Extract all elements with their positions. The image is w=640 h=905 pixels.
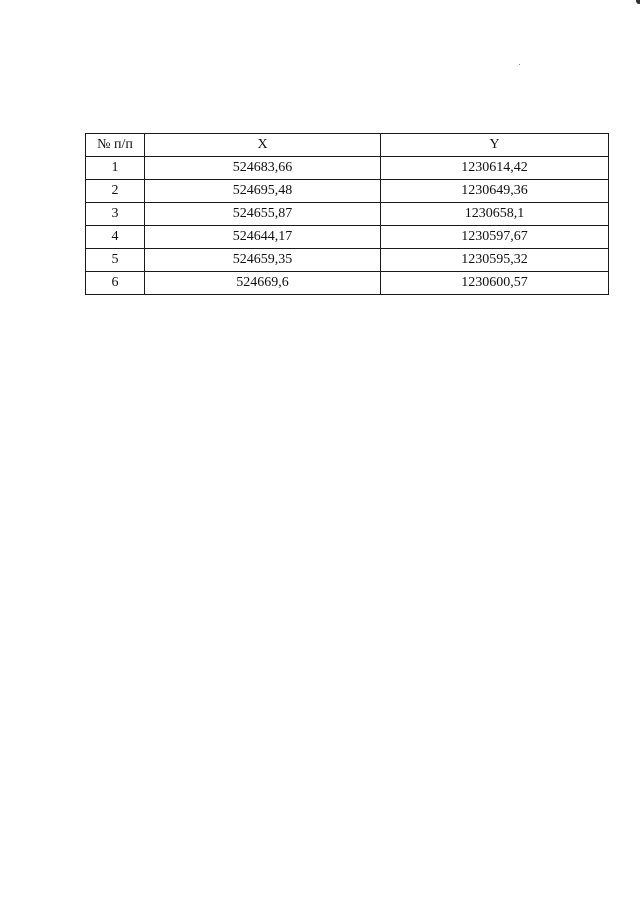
table-row bbox=[86, 272, 609, 295]
table-row bbox=[86, 249, 609, 272]
row-number: 4 bbox=[86, 226, 145, 249]
row-number: 2 bbox=[86, 180, 145, 203]
header-x: X bbox=[145, 134, 381, 157]
table-row bbox=[86, 203, 609, 226]
row-number: 6 bbox=[86, 272, 145, 295]
x-coordinate: 524655,87 bbox=[145, 203, 381, 226]
y-coordinate: 1230600,57 bbox=[381, 272, 609, 295]
table-row bbox=[86, 226, 609, 249]
table-row bbox=[86, 180, 609, 203]
x-coordinate: 524644,17 bbox=[145, 226, 381, 249]
x-coordinate: 524659,35 bbox=[145, 249, 381, 272]
row-number: 1 bbox=[86, 157, 145, 180]
y-coordinate: 1230658,1 bbox=[381, 203, 609, 226]
x-coordinate: 524669,6 bbox=[145, 272, 381, 295]
scan-speck bbox=[519, 64, 520, 65]
row-number: 3 bbox=[86, 203, 145, 226]
table-row bbox=[86, 157, 609, 180]
header-number: № п/п bbox=[86, 134, 145, 157]
y-coordinate: 1230649,36 bbox=[381, 180, 609, 203]
row-number: 5 bbox=[86, 249, 145, 272]
y-coordinate: 1230595,32 bbox=[381, 249, 609, 272]
x-coordinate: 524683,66 bbox=[145, 157, 381, 180]
y-coordinate: 1230597,67 bbox=[381, 226, 609, 249]
y-coordinate: 1230614,42 bbox=[381, 157, 609, 180]
header-y: Y bbox=[381, 134, 609, 157]
coordinates-table bbox=[85, 133, 609, 295]
x-coordinate: 524695,48 bbox=[145, 180, 381, 203]
scan-artifact bbox=[636, 0, 640, 4]
table-header-row bbox=[86, 134, 609, 157]
